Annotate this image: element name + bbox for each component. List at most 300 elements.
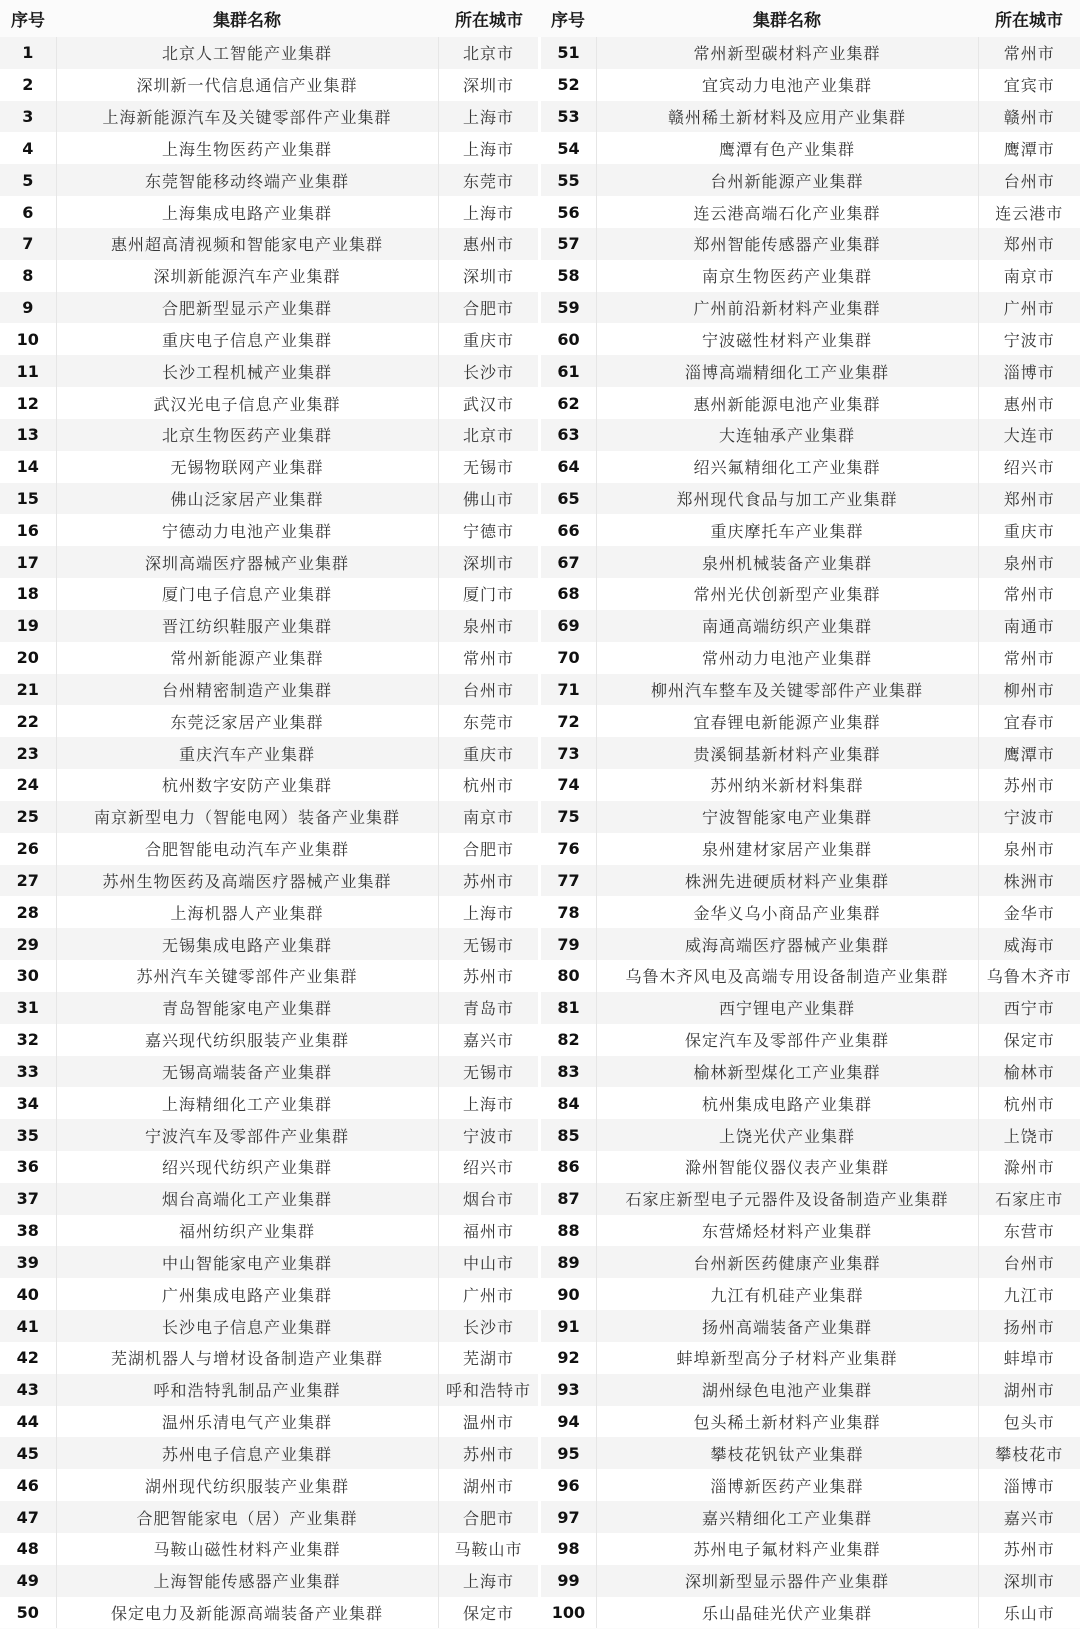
cluster-city: 北京市	[438, 37, 540, 69]
cluster-name: 苏州电子氟材料产业集群	[596, 1533, 978, 1565]
cluster-name: 苏州电子信息产业集群	[56, 1437, 438, 1469]
table-row	[0, 323, 1080, 355]
cluster-city: 上海市	[438, 132, 540, 164]
cluster-name: 柳州汽车整车及关键零部件产业集群	[596, 674, 978, 706]
cluster-city: 保定市	[978, 1024, 1080, 1056]
cluster-name: 包头稀土新材料产业集群	[596, 1406, 978, 1438]
cluster-city: 株洲市	[978, 865, 1080, 897]
cluster-index: 14	[0, 451, 56, 483]
cluster-name: 无锡高端装备产业集群	[56, 1056, 438, 1088]
cluster-city: 东营市	[978, 1215, 1080, 1247]
table-row	[0, 1469, 1080, 1501]
cluster-city: 嘉兴市	[978, 1501, 1080, 1533]
cluster-name: 贵溪铜基新材料产业集群	[596, 737, 978, 769]
cluster-city: 乐山市	[978, 1597, 1080, 1629]
cluster-name: 苏州汽车关键零部件产业集群	[56, 960, 438, 992]
cluster-city: 合肥市	[438, 1501, 540, 1533]
cluster-name: 上海集成电路产业集群	[56, 196, 438, 228]
cluster-name: 绍兴氟精细化工产业集群	[596, 451, 978, 483]
table-row	[0, 196, 1080, 228]
cluster-name: 武汉光电子信息产业集群	[56, 387, 438, 419]
table-row	[0, 483, 1080, 515]
cluster-city: 郑州市	[978, 483, 1080, 515]
cluster-city: 包头市	[978, 1406, 1080, 1438]
cluster-city: 南通市	[978, 610, 1080, 642]
cluster-index: 87	[540, 1183, 596, 1215]
cluster-index: 31	[0, 992, 56, 1024]
cluster-city: 广州市	[978, 292, 1080, 324]
cluster-index: 1	[0, 37, 56, 69]
cluster-city: 九江市	[978, 1278, 1080, 1310]
cluster-name: 榆林新型煤化工产业集群	[596, 1056, 978, 1088]
cluster-name: 南京生物医药产业集群	[596, 260, 978, 292]
cluster-city: 佛山市	[438, 483, 540, 515]
cluster-city: 呼和浩特市	[438, 1374, 540, 1406]
cluster-city: 东莞市	[438, 164, 540, 196]
cluster-index: 25	[0, 801, 56, 833]
table-row	[0, 896, 1080, 928]
cluster-city: 台州市	[978, 164, 1080, 196]
cluster-name: 绍兴现代纺织产业集群	[56, 1151, 438, 1183]
cluster-city: 泉州市	[978, 833, 1080, 865]
cluster-city: 攀枝花市	[978, 1437, 1080, 1469]
table-row	[0, 578, 1080, 610]
cluster-index: 29	[0, 928, 56, 960]
cluster-name: 淄博新医药产业集群	[596, 1469, 978, 1501]
cluster-index: 86	[540, 1151, 596, 1183]
cluster-name: 宁波智能家电产业集群	[596, 801, 978, 833]
table-row	[0, 1533, 1080, 1565]
cluster-name: 重庆摩托车产业集群	[596, 514, 978, 546]
table-row	[0, 705, 1080, 737]
cluster-city: 常州市	[438, 642, 540, 674]
cluster-index: 21	[0, 674, 56, 706]
cluster-name: 台州新医药健康产业集群	[596, 1246, 978, 1278]
cluster-name: 芜湖机器人与增材设备制造产业集群	[56, 1342, 438, 1374]
cluster-city: 绍兴市	[438, 1151, 540, 1183]
cluster-name: 上饶光伏产业集群	[596, 1119, 978, 1151]
table-row	[0, 1597, 1080, 1629]
cluster-city: 宁波市	[978, 801, 1080, 833]
table-row	[0, 37, 1080, 69]
table-row	[0, 546, 1080, 578]
table-row	[0, 1024, 1080, 1056]
cluster-name: 郑州智能传感器产业集群	[596, 228, 978, 260]
cluster-index: 15	[0, 483, 56, 515]
cluster-name: 南通高端纺织产业集群	[596, 610, 978, 642]
cluster-index: 99	[540, 1565, 596, 1597]
table-row	[0, 260, 1080, 292]
cluster-name: 淄博高端精细化工产业集群	[596, 355, 978, 387]
table-row	[0, 1087, 1080, 1119]
cluster-city: 宁德市	[438, 514, 540, 546]
cluster-name: 乐山晶硅光伏产业集群	[596, 1597, 978, 1629]
cluster-index: 72	[540, 705, 596, 737]
cluster-name: 合肥智能电动汽车产业集群	[56, 833, 438, 865]
table-row	[0, 132, 1080, 164]
cluster-city: 烟台市	[438, 1183, 540, 1215]
cluster-city: 无锡市	[438, 1056, 540, 1088]
cluster-name: 上海新能源汽车及关键零部件产业集群	[56, 101, 438, 133]
cluster-index: 35	[0, 1119, 56, 1151]
cluster-index: 16	[0, 514, 56, 546]
cluster-name: 惠州超高清视频和智能家电产业集群	[56, 228, 438, 260]
cluster-index: 23	[0, 737, 56, 769]
cluster-index: 66	[540, 514, 596, 546]
cluster-name: 湖州现代纺织服装产业集群	[56, 1469, 438, 1501]
cluster-index: 60	[540, 323, 596, 355]
cluster-index: 36	[0, 1151, 56, 1183]
cluster-index: 73	[540, 737, 596, 769]
cluster-name: 滁州智能仪器仪表产业集群	[596, 1151, 978, 1183]
cluster-name: 宁波磁性材料产业集群	[596, 323, 978, 355]
cluster-city: 重庆市	[978, 514, 1080, 546]
cluster-index: 93	[540, 1374, 596, 1406]
table-row	[0, 1501, 1080, 1533]
cluster-index: 49	[0, 1565, 56, 1597]
cluster-index: 51	[540, 37, 596, 69]
cluster-index: 96	[540, 1469, 596, 1501]
cluster-index: 63	[540, 419, 596, 451]
table-row	[0, 1246, 1080, 1278]
cluster-name: 福州纺织产业集群	[56, 1215, 438, 1247]
cluster-name: 北京人工智能产业集群	[56, 37, 438, 69]
cluster-name: 东莞智能移动终端产业集群	[56, 164, 438, 196]
cluster-name: 南京新型电力（智能电网）装备产业集群	[56, 801, 438, 833]
cluster-index: 2	[0, 69, 56, 101]
cluster-index: 22	[0, 705, 56, 737]
cluster-name: 呼和浩特乳制品产业集群	[56, 1374, 438, 1406]
cluster-name: 宜宾动力电池产业集群	[596, 69, 978, 101]
cluster-index: 75	[540, 801, 596, 833]
cluster-name: 烟台高端化工产业集群	[56, 1183, 438, 1215]
cluster-index: 97	[540, 1501, 596, 1533]
cluster-name: 长沙工程机械产业集群	[56, 355, 438, 387]
cluster-city: 蚌埠市	[978, 1342, 1080, 1374]
cluster-index: 71	[540, 674, 596, 706]
cluster-name: 湖州绿色电池产业集群	[596, 1374, 978, 1406]
cluster-index: 5	[0, 164, 56, 196]
cluster-name: 扬州高端装备产业集群	[596, 1310, 978, 1342]
cluster-index: 70	[540, 642, 596, 674]
cluster-city: 滁州市	[978, 1151, 1080, 1183]
cluster-index: 100	[540, 1597, 596, 1629]
cluster-index: 68	[540, 578, 596, 610]
table-row	[0, 1119, 1080, 1151]
cluster-index: 67	[540, 546, 596, 578]
cluster-index: 3	[0, 101, 56, 133]
cluster-name: 宁波汽车及零部件产业集群	[56, 1119, 438, 1151]
cluster-city: 上海市	[438, 196, 540, 228]
cluster-index: 91	[540, 1310, 596, 1342]
cluster-name: 泉州建材家居产业集群	[596, 833, 978, 865]
cluster-index: 88	[540, 1215, 596, 1247]
cluster-name: 深圳新型显示器件产业集群	[596, 1565, 978, 1597]
table-row	[0, 928, 1080, 960]
cluster-name: 晋江纺织鞋服产业集群	[56, 610, 438, 642]
cluster-name: 长沙电子信息产业集群	[56, 1310, 438, 1342]
header-city-left: 所在城市	[455, 11, 524, 31]
cluster-index: 52	[540, 69, 596, 101]
cluster-name: 中山智能家电产业集群	[56, 1246, 438, 1278]
cluster-index: 74	[540, 769, 596, 801]
cluster-index: 95	[540, 1437, 596, 1469]
cluster-name: 杭州集成电路产业集群	[596, 1087, 978, 1119]
cluster-city: 大连市	[978, 419, 1080, 451]
cluster-index: 18	[0, 578, 56, 610]
cluster-city: 北京市	[438, 419, 540, 451]
cluster-index: 17	[0, 546, 56, 578]
cluster-name: 蚌埠新型高分子材料产业集群	[596, 1342, 978, 1374]
cluster-city: 芜湖市	[438, 1342, 540, 1374]
cluster-name: 鹰潭有色产业集群	[596, 132, 978, 164]
cluster-index: 54	[540, 132, 596, 164]
cluster-index: 62	[540, 387, 596, 419]
cluster-index: 19	[0, 610, 56, 642]
cluster-index: 83	[540, 1056, 596, 1088]
table-row	[0, 355, 1080, 387]
cluster-index: 48	[0, 1533, 56, 1565]
table-row	[0, 1310, 1080, 1342]
cluster-city: 温州市	[438, 1406, 540, 1438]
cluster-city: 淄博市	[978, 1469, 1080, 1501]
cluster-index: 58	[540, 260, 596, 292]
cluster-city: 无锡市	[438, 451, 540, 483]
cluster-city: 厦门市	[438, 578, 540, 610]
cluster-index: 98	[540, 1533, 596, 1565]
cluster-name: 台州新能源产业集群	[596, 164, 978, 196]
cluster-name: 连云港高端石化产业集群	[596, 196, 978, 228]
header-row	[0, 0, 1080, 37]
cluster-city: 东莞市	[438, 705, 540, 737]
cluster-city: 杭州市	[438, 769, 540, 801]
cluster-index: 81	[540, 992, 596, 1024]
cluster-name: 惠州新能源电池产业集群	[596, 387, 978, 419]
cluster-city: 宜宾市	[978, 69, 1080, 101]
cluster-city: 保定市	[438, 1597, 540, 1629]
cluster-index: 56	[540, 196, 596, 228]
cluster-name: 嘉兴精细化工产业集群	[596, 1501, 978, 1533]
table-row	[0, 674, 1080, 706]
cluster-index: 8	[0, 260, 56, 292]
cluster-city: 乌鲁木齐市	[978, 960, 1080, 992]
cluster-index: 11	[0, 355, 56, 387]
table-row	[0, 992, 1080, 1024]
cluster-city: 赣州市	[978, 101, 1080, 133]
cluster-name: 杭州数字安防产业集群	[56, 769, 438, 801]
cluster-name: 九江有机硅产业集群	[596, 1278, 978, 1310]
cluster-name: 苏州纳米新材料集群	[596, 769, 978, 801]
cluster-index: 44	[0, 1406, 56, 1438]
cluster-index: 53	[540, 101, 596, 133]
cluster-name: 马鞍山磁性材料产业集群	[56, 1533, 438, 1565]
table-row	[0, 1437, 1080, 1469]
cluster-index: 90	[540, 1278, 596, 1310]
cluster-city: 马鞍山市	[438, 1533, 540, 1565]
cluster-index: 10	[0, 323, 56, 355]
cluster-name: 赣州稀土新材料及应用产业集群	[596, 101, 978, 133]
cluster-name: 泉州机械装备产业集群	[596, 546, 978, 578]
cluster-city: 无锡市	[438, 928, 540, 960]
cluster-city: 重庆市	[438, 323, 540, 355]
table-row	[0, 514, 1080, 546]
cluster-index: 20	[0, 642, 56, 674]
table-row	[0, 801, 1080, 833]
cluster-city: 石家庄市	[978, 1183, 1080, 1215]
cluster-name: 保定电力及新能源高端装备产业集群	[56, 1597, 438, 1629]
cluster-index: 37	[0, 1183, 56, 1215]
cluster-name: 西宁锂电产业集群	[596, 992, 978, 1024]
cluster-name: 东营烯烃材料产业集群	[596, 1215, 978, 1247]
cluster-name: 上海机器人产业集群	[56, 896, 438, 928]
cluster-name: 无锡集成电路产业集群	[56, 928, 438, 960]
cluster-index: 85	[540, 1119, 596, 1151]
cluster-name: 乌鲁木齐风电及高端专用设备制造产业集群	[596, 960, 978, 992]
cluster-name: 上海生物医药产业集群	[56, 132, 438, 164]
cluster-name: 温州乐清电气产业集群	[56, 1406, 438, 1438]
cluster-name: 重庆电子信息产业集群	[56, 323, 438, 355]
cluster-index: 43	[0, 1374, 56, 1406]
cluster-index: 7	[0, 228, 56, 260]
cluster-city: 湖州市	[438, 1469, 540, 1501]
cluster-name: 株洲先进硬质材料产业集群	[596, 865, 978, 897]
cluster-name: 攀枝花钒钛产业集群	[596, 1437, 978, 1469]
cluster-city: 上海市	[438, 1565, 540, 1597]
cluster-index: 89	[540, 1246, 596, 1278]
cluster-city: 武汉市	[438, 387, 540, 419]
cluster-index: 57	[540, 228, 596, 260]
table-row	[0, 101, 1080, 133]
cluster-index: 78	[540, 896, 596, 928]
cluster-name: 青岛智能家电产业集群	[56, 992, 438, 1024]
cluster-city: 深圳市	[438, 260, 540, 292]
cluster-name: 佛山泛家居产业集群	[56, 483, 438, 515]
cluster-name: 上海智能传感器产业集群	[56, 1565, 438, 1597]
table-row	[0, 833, 1080, 865]
cluster-name: 深圳新一代信息通信产业集群	[56, 69, 438, 101]
cluster-index: 40	[0, 1278, 56, 1310]
cluster-index: 42	[0, 1342, 56, 1374]
cluster-city: 台州市	[978, 1246, 1080, 1278]
cluster-index: 65	[540, 483, 596, 515]
cluster-city: 威海市	[978, 928, 1080, 960]
cluster-index: 55	[540, 164, 596, 196]
cluster-index: 24	[0, 769, 56, 801]
cluster-city: 福州市	[438, 1215, 540, 1247]
cluster-city: 榆林市	[978, 1056, 1080, 1088]
cluster-city: 中山市	[438, 1246, 540, 1278]
table-row	[0, 1056, 1080, 1088]
cluster-city: 宁波市	[438, 1119, 540, 1151]
cluster-index: 26	[0, 833, 56, 865]
cluster-city: 青岛市	[438, 992, 540, 1024]
cluster-index: 69	[540, 610, 596, 642]
cluster-index: 27	[0, 865, 56, 897]
cluster-city: 淄博市	[978, 355, 1080, 387]
cluster-index: 94	[540, 1406, 596, 1438]
cluster-city: 郑州市	[978, 228, 1080, 260]
cluster-name: 金华义乌小商品产业集群	[596, 896, 978, 928]
cluster-name: 台州精密制造产业集群	[56, 674, 438, 706]
cluster-city: 扬州市	[978, 1310, 1080, 1342]
cluster-city: 苏州市	[438, 1437, 540, 1469]
table-row	[0, 1406, 1080, 1438]
cluster-city: 上海市	[438, 896, 540, 928]
cluster-city: 上饶市	[978, 1119, 1080, 1151]
cluster-city: 南京市	[438, 801, 540, 833]
table-row	[0, 1183, 1080, 1215]
cluster-name: 石家庄新型电子元器件及设备制造产业集群	[596, 1183, 978, 1215]
table-row	[0, 419, 1080, 451]
cluster-city: 宜春市	[978, 705, 1080, 737]
cluster-name: 厦门电子信息产业集群	[56, 578, 438, 610]
table-row	[0, 769, 1080, 801]
cluster-index: 34	[0, 1087, 56, 1119]
table-row	[0, 228, 1080, 260]
cluster-name: 大连轴承产业集群	[596, 419, 978, 451]
table-row	[0, 960, 1080, 992]
cluster-index: 6	[0, 196, 56, 228]
cluster-index: 4	[0, 132, 56, 164]
table-row	[0, 1151, 1080, 1183]
cluster-name: 嘉兴现代纺织服装产业集群	[56, 1024, 438, 1056]
header-name-right: 集群名称	[753, 11, 822, 31]
table-row	[0, 737, 1080, 769]
cluster-name: 保定汽车及零部件产业集群	[596, 1024, 978, 1056]
cluster-city: 南京市	[978, 260, 1080, 292]
cluster-city: 嘉兴市	[438, 1024, 540, 1056]
header-index-right: 序号	[550, 11, 585, 31]
cluster-name: 合肥新型显示产业集群	[56, 292, 438, 324]
cluster-index: 38	[0, 1215, 56, 1247]
cluster-name: 宁德动力电池产业集群	[56, 514, 438, 546]
cluster-city: 常州市	[978, 642, 1080, 674]
table-row	[0, 387, 1080, 419]
header-name-left: 集群名称	[213, 11, 282, 31]
cluster-index: 30	[0, 960, 56, 992]
cluster-index: 32	[0, 1024, 56, 1056]
table-row	[0, 1374, 1080, 1406]
cluster-city: 惠州市	[438, 228, 540, 260]
cluster-index: 50	[0, 1597, 56, 1629]
cluster-index: 46	[0, 1469, 56, 1501]
table-row	[0, 1565, 1080, 1597]
cluster-city: 湖州市	[978, 1374, 1080, 1406]
cluster-index: 76	[540, 833, 596, 865]
cluster-city: 苏州市	[978, 769, 1080, 801]
cluster-name: 上海精细化工产业集群	[56, 1087, 438, 1119]
cluster-name: 合肥智能家电（居）产业集群	[56, 1501, 438, 1533]
cluster-index: 59	[540, 292, 596, 324]
cluster-city: 长沙市	[438, 1310, 540, 1342]
cluster-city: 苏州市	[978, 1533, 1080, 1565]
table-row	[0, 292, 1080, 324]
cluster-city: 合肥市	[438, 833, 540, 865]
cluster-name: 北京生物医药产业集群	[56, 419, 438, 451]
cluster-name: 东莞泛家居产业集群	[56, 705, 438, 737]
cluster-city: 金华市	[978, 896, 1080, 928]
table-body	[0, 37, 1080, 1628]
cluster-name: 常州新型碳材料产业集群	[596, 37, 978, 69]
cluster-name: 无锡物联网产业集群	[56, 451, 438, 483]
cluster-name: 常州新能源产业集群	[56, 642, 438, 674]
cluster-city: 台州市	[438, 674, 540, 706]
cluster-city: 广州市	[438, 1278, 540, 1310]
cluster-index: 13	[0, 419, 56, 451]
cluster-index: 64	[540, 451, 596, 483]
cluster-index: 12	[0, 387, 56, 419]
cluster-city: 宁波市	[978, 323, 1080, 355]
